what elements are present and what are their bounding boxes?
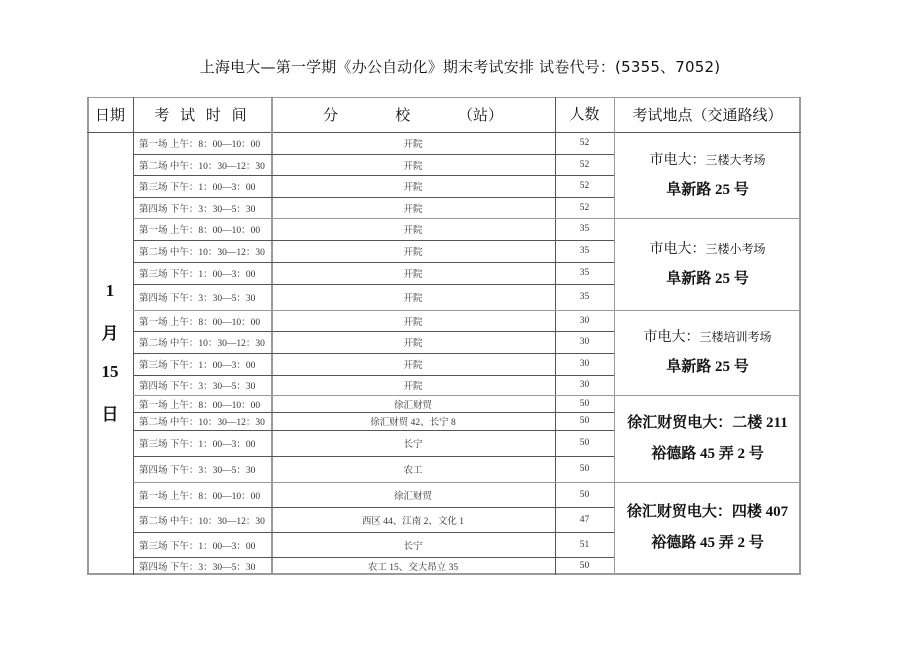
location-line2: 阜新路 25 号 — [666, 181, 749, 198]
header-location: 考试地点（交通路线） — [632, 106, 783, 124]
table-row-time: 第一场 上午：8：00—10：00 — [139, 226, 261, 236]
table-row-time: 第三场 下午：1：00—3：00 — [139, 183, 256, 193]
location-cell — [614, 395, 801, 482]
location-line1: 市电大： — [649, 151, 706, 168]
location-line1: 市电大： — [643, 329, 700, 345]
row-divider — [133, 331, 614, 332]
table-row-branch: 长宁 — [403, 541, 423, 552]
row-divider — [133, 154, 614, 155]
column-divider — [271, 97, 273, 575]
table-row-time: 第四场 下午：3：30—5：30 — [139, 382, 256, 392]
header-time: 考 试 时 间 — [154, 106, 250, 124]
table-row-count: 50 — [579, 438, 590, 448]
table-row-time: 第二场 中午：10：30—12：30 — [139, 339, 265, 349]
table-row-time: 第四场 下午：3：30—5：30 — [139, 466, 256, 476]
table-row-time: 第一场 上午：8：00—10：00 — [139, 317, 261, 328]
location-line2: 阜新路 25 号 — [666, 359, 749, 375]
table-row-branch: 农工 15、交大昂立 35 — [367, 562, 459, 573]
location-line2: 裕德路 45 弄 2 号 — [651, 445, 764, 462]
table-row-count: 51 — [579, 539, 590, 550]
table-row-branch: 开院 — [403, 382, 423, 392]
table-row-branch: 开院 — [403, 270, 423, 280]
table-row-count: 52 — [579, 181, 590, 191]
table-row-count: 50 — [579, 489, 590, 500]
location-line1-sub: 三楼小考场 — [705, 241, 766, 256]
table-row-branch: 开院 — [403, 339, 423, 349]
row-divider — [133, 456, 614, 457]
table-row-branch: 开院 — [403, 317, 423, 328]
table-row-time: 第三场 下午：1：00—3：00 — [139, 541, 256, 552]
column-divider — [555, 97, 556, 575]
table-border-left — [87, 97, 89, 575]
table-row-time: 第四场 下午：3：30—5：30 — [139, 562, 256, 573]
location-cell — [614, 218, 801, 310]
header-date: 日期 — [94, 106, 125, 124]
table-row-branch: 徐汇财贸 — [393, 491, 432, 502]
row-divider — [133, 175, 614, 176]
table-row-branch: 徐汇财贸 42、长宁 8 — [370, 418, 456, 428]
group-divider — [133, 310, 801, 311]
row-divider — [133, 507, 614, 508]
group-divider — [133, 395, 801, 396]
table-row-branch: 开院 — [403, 204, 423, 215]
table-row-count: 50 — [579, 416, 590, 426]
table-row-count: 35 — [579, 292, 590, 302]
location-cell — [614, 310, 801, 395]
location-line2: 裕德路 45 弄 2 号 — [651, 535, 764, 551]
table-row-count: 35 — [579, 246, 590, 256]
table-row-branch: 开院 — [403, 226, 423, 236]
date-month-number: 1 — [105, 281, 115, 300]
row-divider — [133, 197, 614, 198]
table-row-count: 50 — [579, 560, 590, 571]
header-divider — [87, 132, 801, 133]
row-divider — [133, 284, 614, 285]
table-row-branch: 开院 — [403, 161, 423, 172]
location-line1-sub: 三楼培训考场 — [699, 330, 772, 344]
table-row-branch: 长宁 — [403, 440, 423, 450]
date-day-number: 15 — [101, 362, 119, 381]
date-cell — [87, 132, 133, 574]
row-divider — [133, 262, 614, 263]
table-row-time: 第一场 上午：8：00—10：00 — [139, 140, 261, 150]
table-row-count: 52 — [579, 202, 590, 213]
date-month-char: 月 — [101, 324, 119, 343]
table-row-time: 第二场 中午：10：30—12：30 — [139, 516, 265, 527]
location-line1: 徐汇财贸电大：二楼 211 — [627, 414, 788, 431]
table-border-top — [87, 97, 801, 98]
table-row-branch: 徐汇财贸 — [393, 400, 432, 411]
table-row-count: 30 — [579, 359, 590, 369]
table-row-count: 50 — [579, 464, 590, 474]
table-row-count: 35 — [579, 268, 590, 278]
exam-schedule-table — [87, 97, 801, 574]
location-line1: 市电大： — [649, 240, 706, 257]
row-divider — [133, 430, 614, 431]
table-row-count: 30 — [579, 380, 590, 390]
row-divider — [133, 557, 614, 558]
table-row-time: 第四场 下午：3：30—5：30 — [139, 204, 256, 215]
table-row-count: 50 — [579, 398, 590, 409]
table-row-count: 30 — [579, 337, 590, 347]
location-line1: 徐汇财贸电大：四楼 407 — [626, 504, 789, 520]
table-border-bottom — [87, 573, 801, 575]
row-divider — [133, 532, 614, 533]
table-row-count: 47 — [579, 514, 590, 525]
table-row-time: 第二场 中午：10：30—12：30 — [139, 418, 265, 428]
date-day-char: 日 — [101, 405, 119, 424]
row-divider — [133, 240, 614, 241]
table-row-time: 第三场 下午：1：00—3：00 — [139, 361, 256, 371]
group-divider — [133, 482, 801, 483]
row-divider — [133, 353, 614, 354]
table-row-branch: 开院 — [403, 183, 423, 193]
group-divider — [133, 218, 801, 219]
table-row-time: 第一场 上午：8：00—10：00 — [139, 400, 261, 411]
table-row-count: 30 — [579, 315, 590, 326]
table-row-time: 第一场 上午：8：00—10：00 — [139, 491, 261, 502]
table-row-time: 第三场 下午：1：00—3：00 — [139, 440, 256, 450]
location-cell — [614, 132, 801, 218]
document-title: 上海电大—第一学期《办公自动化》期末考试安排 试卷代号：(5355、7052) — [199, 58, 721, 76]
row-divider — [133, 375, 614, 376]
table-row-branch: 开院 — [403, 294, 423, 304]
table-row-time: 第四场 下午：3：30—5：30 — [139, 294, 256, 304]
table-row-branch: 开院 — [403, 248, 423, 258]
location-cell — [614, 482, 801, 574]
table-row-branch: 开院 — [403, 140, 423, 150]
table-row-count: 52 — [579, 138, 590, 148]
table-row-time: 第三场 下午：1：00—3：00 — [139, 270, 256, 280]
table-row-branch: 开院 — [403, 361, 423, 371]
table-row-count: 35 — [579, 224, 590, 234]
column-divider — [133, 97, 134, 575]
table-row-branch: 农工 — [403, 466, 423, 476]
table-border-right — [799, 97, 801, 575]
header-count: 人数 — [569, 104, 600, 123]
location-line1-sub: 三楼大考场 — [705, 152, 766, 167]
header-branch: 分 校 （站） — [323, 106, 503, 124]
table-row-count: 52 — [579, 159, 590, 170]
column-divider — [614, 97, 615, 575]
table-row-time: 第二场 中午：10：30—12：30 — [139, 161, 265, 172]
row-divider — [133, 412, 614, 413]
table-row-time: 第二场 中午：10：30—12：30 — [139, 248, 265, 258]
table-row-branch: 西区 44、江南 2、文化 1 — [361, 516, 465, 527]
location-line2: 阜新路 25 号 — [666, 270, 749, 287]
